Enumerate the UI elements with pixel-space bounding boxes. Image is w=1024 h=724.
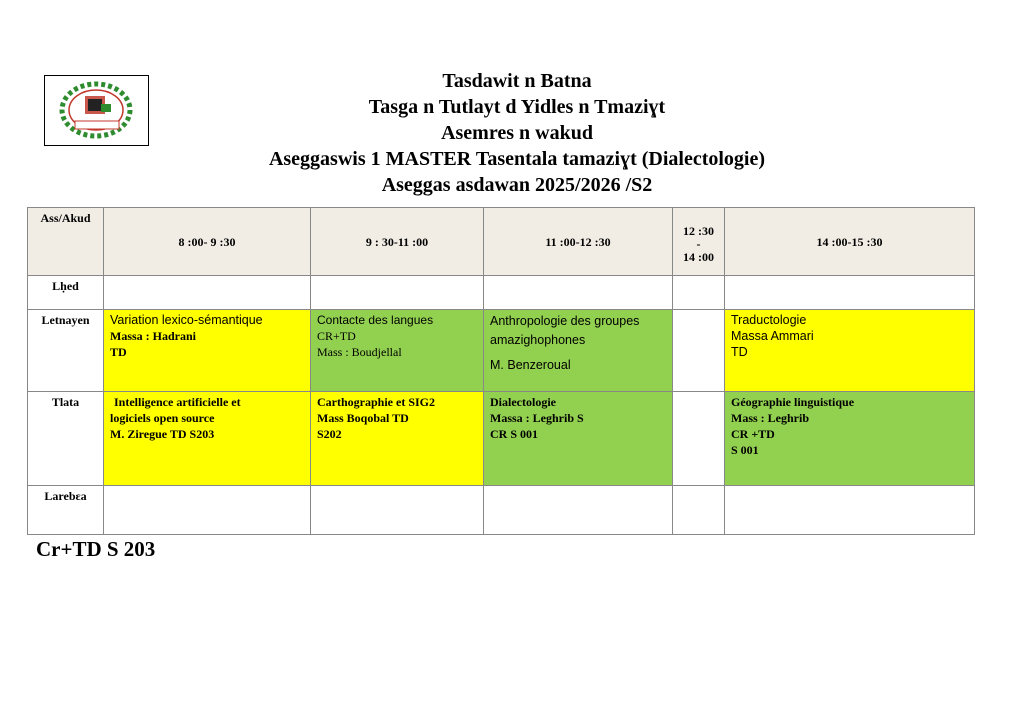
- course-title: Carthographie et SIG2: [317, 395, 435, 409]
- corner-cell: Ass/Akud: [28, 208, 104, 276]
- row-larebea: [28, 486, 975, 535]
- course-type: CR+TD: [317, 329, 356, 343]
- slot-header-5: 14 :00-15 :30: [725, 208, 975, 276]
- schedule-title: Asemres n wakud: [441, 122, 593, 144]
- course-teacher: Massa : Leghrib S: [490, 411, 584, 425]
- break-dash: -: [696, 237, 701, 251]
- timetable-header-row: [28, 208, 975, 276]
- course-teacher: M. Ziregue TD S203: [110, 427, 215, 441]
- row-lhed: [28, 276, 975, 310]
- cell-empty: [484, 486, 673, 535]
- course-anthropologie: [484, 310, 673, 392]
- cell-empty: [725, 486, 975, 535]
- break-end: 14 :00: [683, 250, 714, 264]
- course-teacher: Mass Boqobal TD: [317, 411, 409, 425]
- cell-empty: [673, 310, 725, 392]
- course-traductologie: [725, 310, 975, 392]
- slot-header-2: 9 : 30-11 :00: [311, 208, 484, 276]
- course-title: Contacte des langues: [317, 313, 434, 327]
- slot-header-1: 8 :00- 9 :30: [104, 208, 311, 276]
- course-carthographie: [311, 392, 484, 486]
- cell-empty: [104, 486, 311, 535]
- course-room: S202: [317, 427, 342, 441]
- course-room: S 001: [731, 443, 759, 457]
- course-title-line1: Intelligence artificielle et: [114, 395, 241, 409]
- course-title: Variation lexico-sémantique: [110, 313, 263, 327]
- academic-year: Aseggas asdawan 2025/2026 /S2: [381, 174, 653, 196]
- course-geographie-linguistique: [725, 392, 975, 486]
- row-letnayen: [28, 310, 975, 392]
- department-name: Tasga n Tutlayt d Yidles n Tmaziɣt: [368, 96, 666, 118]
- row-tlata: [28, 392, 975, 486]
- course-dialectologie: [484, 392, 673, 486]
- course-teacher: Massa : Hadrani: [110, 329, 197, 343]
- day-larebea: Larebɛa: [28, 486, 104, 535]
- course-room: CR S 001: [490, 427, 539, 441]
- cell-empty: [311, 486, 484, 535]
- course-variation-lexico: [104, 310, 311, 392]
- cell-empty: [673, 486, 725, 535]
- day-lhed: Lḥed: [28, 276, 104, 310]
- footer-note: Cr+TD S 203: [36, 537, 156, 561]
- cell-empty: [104, 276, 311, 310]
- document-header: [0, 68, 1024, 198]
- course-type: CR +TD: [731, 427, 775, 441]
- course-type: TD: [110, 345, 127, 359]
- slot-header-3: 11 :00-12 :30: [484, 208, 673, 276]
- course-contacte-langues: [311, 310, 484, 392]
- course-type: TD: [731, 345, 748, 359]
- course-title: Géographie linguistique: [731, 395, 855, 409]
- cell-empty: [725, 276, 975, 310]
- program-title: Aseggaswis 1 MASTER Tasentala tamaziɣt (Dialectologie): [268, 148, 766, 170]
- course-title-line1: Anthropologie des groupes: [490, 314, 640, 328]
- course-teacher: M. Benzeroual: [490, 358, 571, 372]
- course-title-line2: logiciels open source: [110, 411, 215, 425]
- timetable: [27, 207, 975, 535]
- cell-empty: [484, 276, 673, 310]
- course-teacher: Mass : Boudjellal: [317, 345, 402, 359]
- course-title: Traductologie: [731, 313, 807, 327]
- course-teacher: Massa Ammari: [731, 329, 814, 343]
- university-name: Tasdawit n Batna: [442, 70, 592, 92]
- day-letnayen: Letnayen: [28, 310, 104, 392]
- day-tlata: Tlata: [28, 392, 104, 486]
- slot-header-break: [673, 208, 725, 276]
- break-start: 12 :30: [683, 224, 714, 238]
- cell-empty: [673, 392, 725, 486]
- course-title-line2: amazighophones: [490, 333, 586, 347]
- cell-empty: [673, 276, 725, 310]
- course-intelligence-artificielle: [104, 392, 311, 486]
- cell-empty: [311, 276, 484, 310]
- course-title: Dialectologie: [490, 395, 556, 409]
- course-teacher: Mass : Leghrib: [731, 411, 809, 425]
